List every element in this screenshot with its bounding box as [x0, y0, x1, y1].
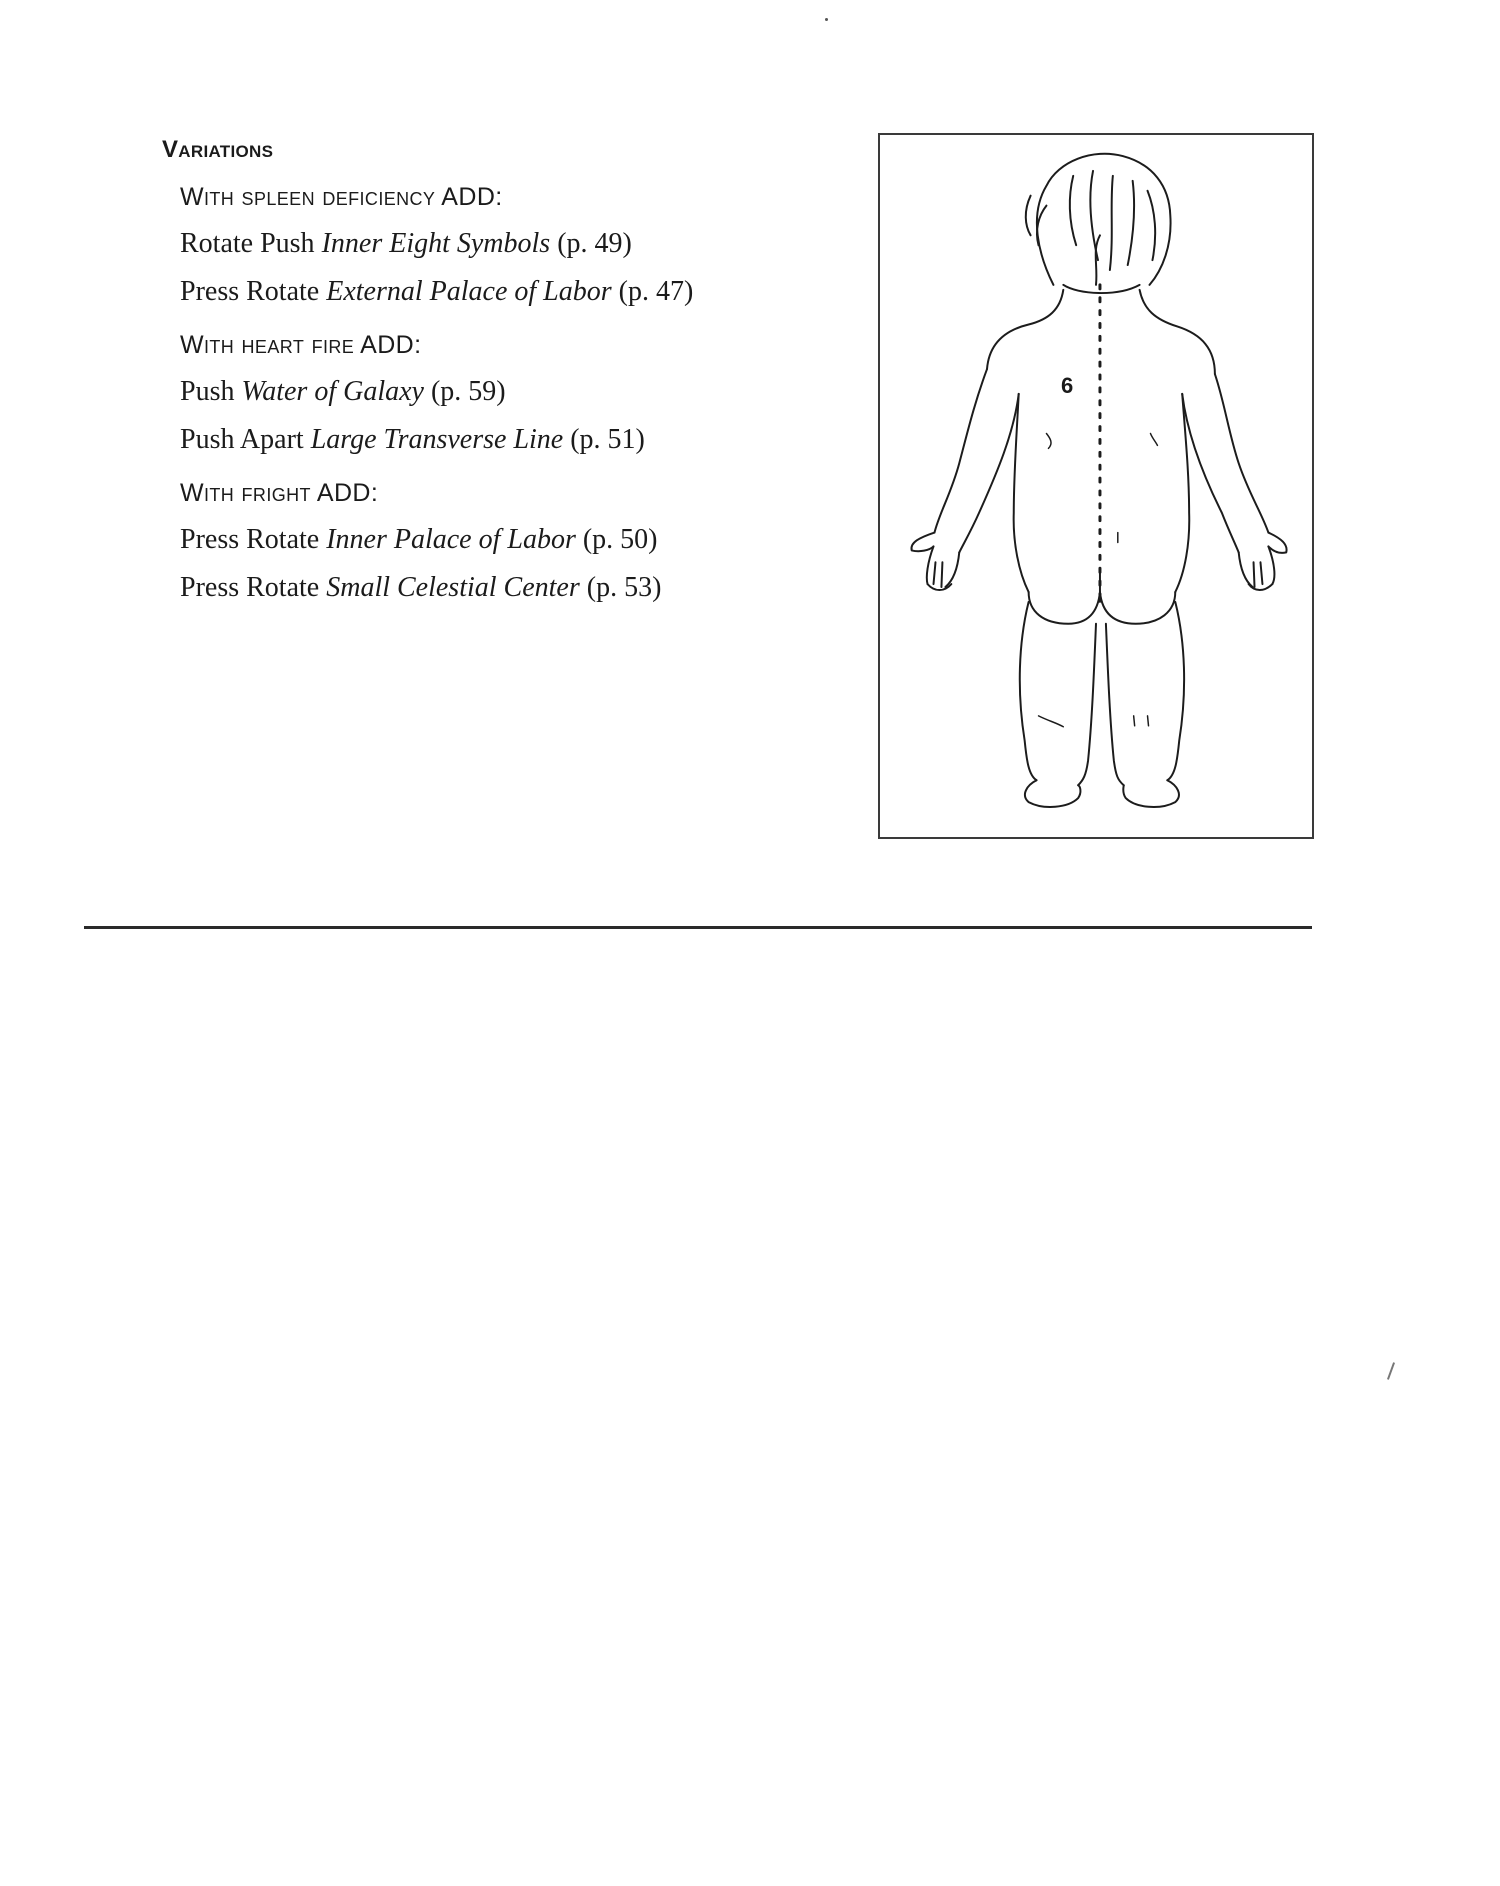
scan-speck	[825, 18, 828, 21]
horizontal-rule	[84, 926, 1312, 929]
variations-list	[180, 180, 880, 624]
scan-speck	[1387, 1362, 1395, 1380]
variation-group-heart-fire	[180, 328, 880, 460]
group-heading: With fright ADD:	[180, 479, 379, 507]
technique-line: Press Rotate Small Celestial Center (p. 53)	[180, 572, 662, 603]
figure-frame	[878, 133, 1314, 839]
technique-line: Press Rotate External Palace of Labor (p. 47)	[180, 276, 694, 307]
section-heading: Variations	[162, 136, 274, 163]
group-heading: With spleen deficiency ADD:	[180, 183, 503, 211]
variation-group-spleen	[180, 180, 880, 312]
technique-line: Push Apart Large Transverse Line (p. 51)	[180, 424, 645, 455]
figure-point-label: 6	[1061, 373, 1074, 398]
child-back-view-illustration	[880, 135, 1312, 837]
technique-line: Rotate Push Inner Eight Symbols (p. 49)	[180, 228, 632, 259]
group-heading: With heart fire ADD:	[180, 331, 422, 359]
technique-line: Push Water of Galaxy (p. 59)	[180, 376, 506, 407]
technique-line: Press Rotate Inner Palace of Labor (p. 50)	[180, 524, 658, 555]
variation-group-fright	[180, 476, 880, 608]
